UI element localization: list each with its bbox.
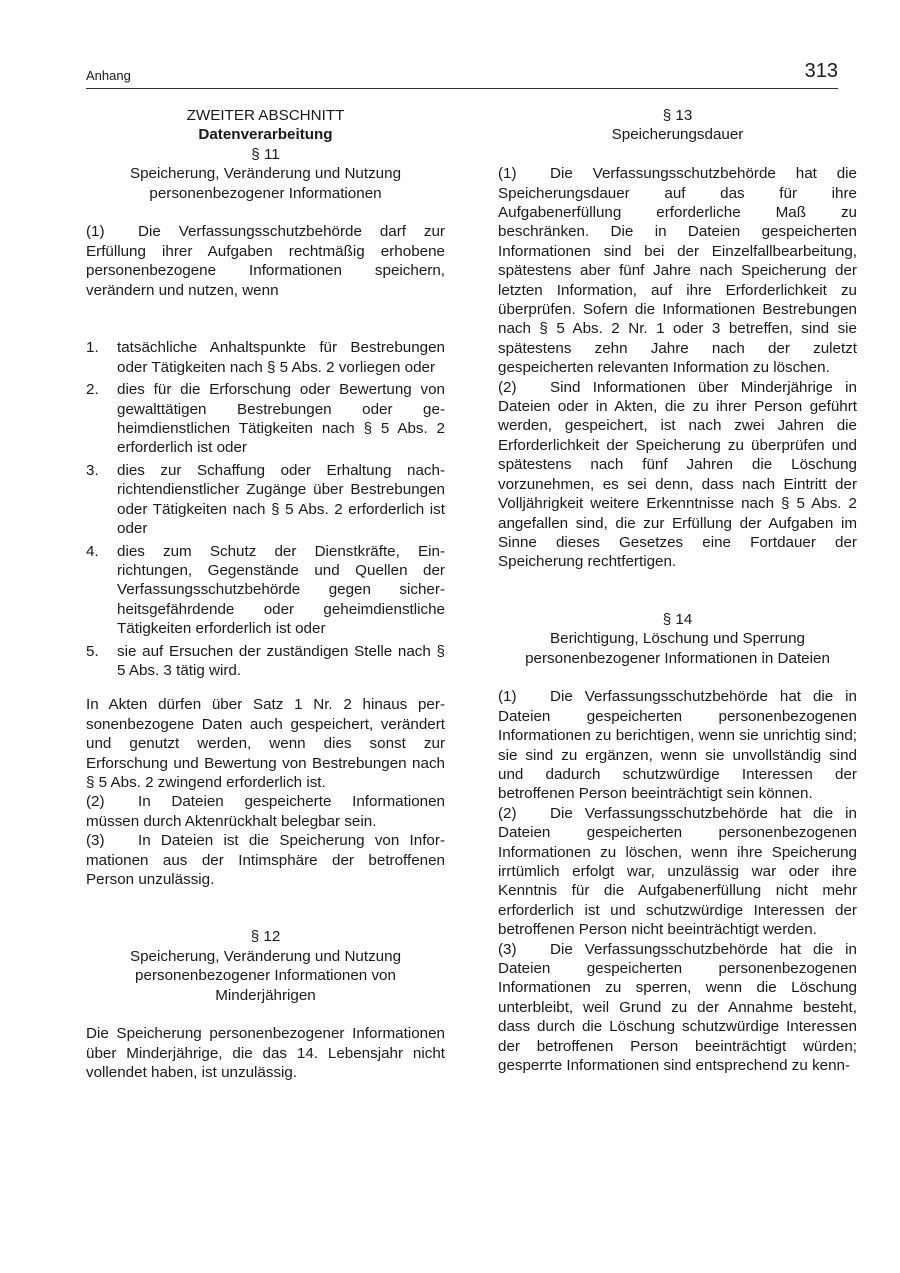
- clause-number: (2): [86, 793, 105, 811]
- list-item-text: dies zum Schutz der Dienstkräfte, Einrichtungen, Gegenstände und Quellen der Verfassungsschutzbehörde gegen sicherheitsgefährdende oder geheimdienstliche Tätigkeiten erforderlich ist oder: [117, 542, 445, 638]
- paragraph-11-title-line1: Speicherung, Veränderung und Nutzung: [129, 165, 402, 183]
- list-item: [86, 642, 445, 681]
- paragraph-11-title-line2: personenbezogener Informationen: [149, 184, 382, 202]
- paragraph-12-title-line3: Minderjährigen: [215, 986, 316, 1004]
- clause-number: (3): [86, 832, 105, 850]
- clause-text: Sind Informationen über Minderjährige in Dateien oder in Akten, die zu ihrer Person geführt werden, gespeichert, ist nach zwei Jahren die Erforderlichkeit der Speicherung zu überprüfen und spätestens nach fünf Jahren die Löschung vorzunehmen, es sei denn, dass nach Eintritt der Volljährigkeit weitere Erkenntnisse nach § 5 Abs. 2 angefallen sind, die zur Erfüllung der Aufgaben im Sinne dieses Gesetzes eine Fortdauer der Speicherung rechtfertigen.: [498, 378, 857, 571]
- clause-number: (1): [86, 223, 105, 241]
- page-number: 313: [804, 60, 838, 82]
- list-item-number: 5.: [86, 642, 99, 660]
- section-subtitle: Datenverarbeitung: [198, 126, 333, 144]
- clause-number: (2): [498, 378, 517, 396]
- paragraph-14-clause-3: [498, 940, 857, 1076]
- list-item-number: 3.: [86, 461, 99, 479]
- paragraph-13-title: Speicherungsdauer: [611, 126, 744, 144]
- clause-number: (3): [498, 940, 517, 958]
- list-item-text: dies für die Erforschung oder Bewertung von gewalttätigen Bestrebungen oder geheimdienstlichen Tätigkeiten nach § 5 Abs. 2 erforderlich ist oder: [117, 381, 445, 457]
- list-item-text: sie auf Ersuchen der zuständigen Stelle nach § 5 Abs. 3 tätig wird.: [117, 642, 445, 679]
- numbered-list: [86, 338, 445, 680]
- running-head: Anhang: [86, 68, 131, 83]
- list-item-number: 1.: [86, 339, 99, 357]
- paragraph-11-clause-1: [86, 222, 445, 300]
- paragraph-14-title-line2: personenbezogener Informationen in Dateien: [525, 649, 830, 667]
- paragraph-14-clause-2: [498, 804, 857, 940]
- list-item: [86, 338, 445, 377]
- list-item: [86, 380, 445, 458]
- paragraph-11-clause-2: [86, 792, 445, 831]
- paragraph-14-clause-1: [498, 687, 857, 803]
- clause-number: (1): [498, 688, 517, 706]
- clause-text: Die Verfassungsschutzbehörde darf zur Erfüllung ihrer Aufgaben rechtmäßig erhobene personenbezogene Informationen speichern, verändern und nutzen, wenn: [86, 223, 445, 299]
- section-title: ZWEITER ABSCHNITT: [186, 107, 345, 124]
- paragraph-12-number: § 12: [250, 928, 281, 946]
- paragraph-12-title-line2: personenbezogener Informationen von: [135, 967, 396, 985]
- clause-number: (2): [498, 804, 517, 822]
- paragraph-14-title-line1: Berichtigung, Löschung und Sperrung: [550, 630, 805, 648]
- clause-text: In Dateien ist die Speicherung von Informationen aus der Intimsphäre der betroffenen Person unzulässig.: [86, 832, 445, 888]
- list-item: [86, 461, 445, 539]
- paragraph-14-number: § 14: [662, 610, 693, 628]
- left-column: [86, 106, 445, 1083]
- paragraph-13-number: § 13: [662, 107, 693, 124]
- clause-text: Die Verfassungsschutzbehörde hat die Speicherungsdauer auf das für ihre Aufgabenerfüllung erforderliche Maß zu beschränken. Die in Dateien gespeicherten Informationen sind bei der Einzelfallbearbeitung, spätestens aber fünf Jahre nach Speicherung der letzten Information, auf ihre Erforderlichkeit zu überprüfen. Sofern die Informationen Bestrebungen nach § 5 Abs. 2 Nr. 1 oder 3 betreffen, sind sie spätestens zehn Jahre nach der zuletzt gespeicherten relevanten Information zu löschen.: [498, 165, 857, 377]
- list-item-number: 2.: [86, 381, 99, 399]
- clause-number: (1): [498, 165, 517, 183]
- paragraph-12-title-line1: Speicherung, Veränderung und Nutzung: [129, 947, 402, 965]
- clause-text: Die Verfassungsschutzbehörde hat die in Dateien gespeicherten personenbezogenen Informationen zu sperren, wenn die Löschung unterbleibt, weil Grund zu der Annahme besteht, dass durch die Löschung schutzwürdige Interessen der betroffenen Person beeinträchtigt würden; gesperrte Informationen sind entsprechend zu kenn-: [498, 940, 857, 1075]
- right-column: [498, 106, 857, 1075]
- page-header: [86, 60, 838, 89]
- list-item-text: dies zur Schaffung oder Erhaltung nachrichtendienstlicher Zugänge über Bestrebungen oder Tätigkeiten nach § 5 Abs. 2 erforderlich ist oder: [117, 461, 445, 538]
- list-item: [86, 542, 445, 639]
- clause-text: In Dateien gespeicherte Informationen müssen durch Aktenrückhalt belegbar sein.: [86, 793, 445, 830]
- paragraph-11-number: § 11: [251, 145, 280, 163]
- list-item-text: tatsächliche Anhaltspunkte für Bestrebungen oder Tätigkeiten nach § 5 Abs. 2 vorliegen oder: [117, 339, 445, 376]
- paragraph-11-clause-3: [86, 831, 445, 889]
- list-item-number: 4.: [86, 542, 99, 560]
- paragraph-13-clause-1: [498, 164, 857, 377]
- clause-text: Die Verfassungsschutzbehörde hat die in Dateien gespeicherten personenbezogenen Informationen zu berichtigen, wenn sie unrichtig sind; sie sind zu ergänzen, wenn sie unvollständig sind und dadurch schutzwürdige Interessen der betroffenen Person beeinträchtigt sein können.: [498, 688, 857, 803]
- paragraph-12-text: Die Speicherung personenbezogener Informationen über Minderjährige, die das 14. Lebensjahr nicht vollendet haben, ist unzulässig.: [86, 1025, 445, 1082]
- akten-paragraph: In Akten dürfen über Satz 1 Nr. 2 hinaus personenbezogene Daten auch gespeichert, verändert und genutzt werden, wenn dies sonst zur Erforschung und Bewertung von Bestrebungen nach § 5 Abs. 2 zwingend erforderlich ist.: [86, 696, 445, 791]
- paragraph-13-clause-2: [498, 378, 857, 572]
- clause-text: Die Verfassungsschutzbehörde hat die in Dateien gespeicherten personenbezogenen Informationen zu löschen, wenn ihre Speicherung irrtümlich erfolgt war, unzulässig war oder ihre Kenntnis für die Aufgabenerfüllung nicht mehr erforderlich ist und schutzwürdige Interessen der betroffenen Person nicht beeinträchtigt werden.: [498, 804, 857, 939]
